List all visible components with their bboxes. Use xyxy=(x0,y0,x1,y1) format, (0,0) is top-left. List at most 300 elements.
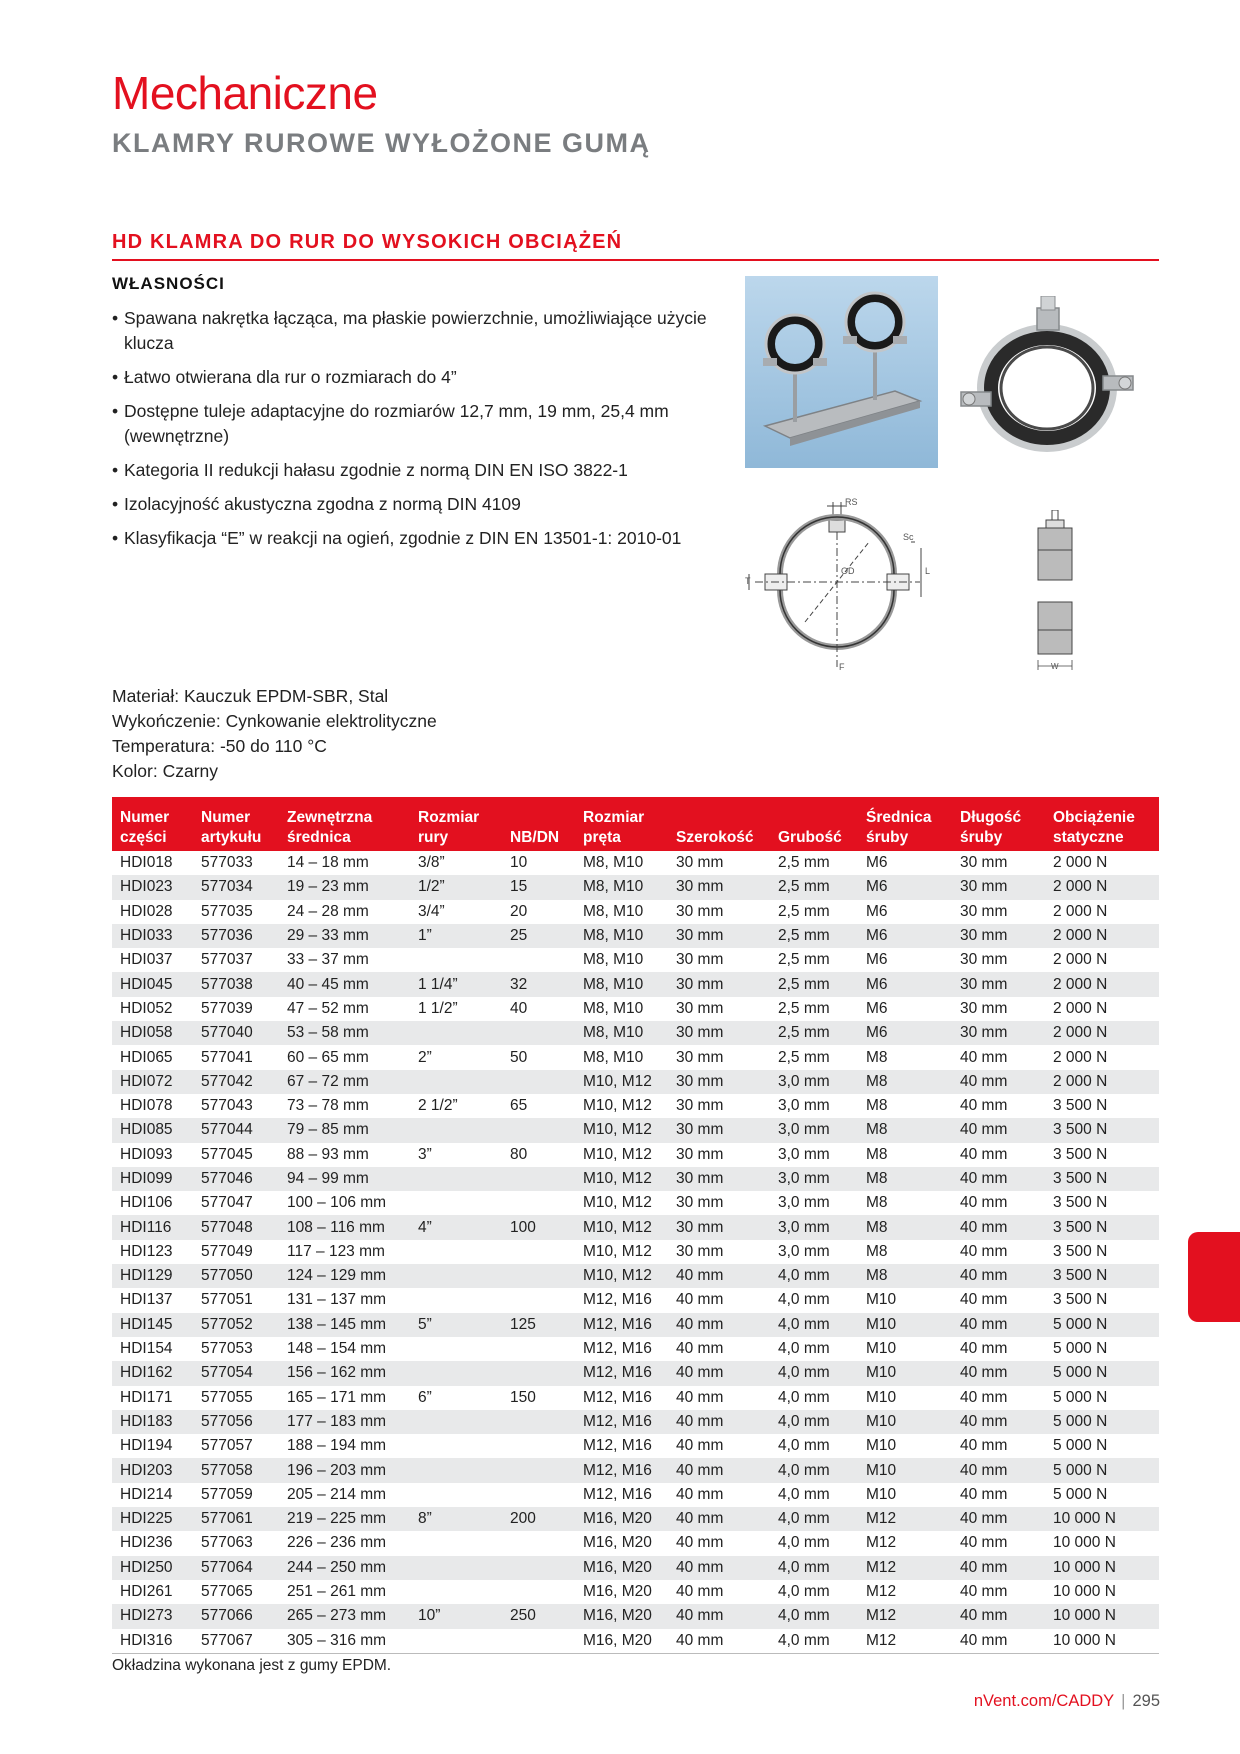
table-cell: 205 – 214 mm xyxy=(287,1485,387,1503)
table-cell: HDI037 xyxy=(120,951,173,969)
table-cell: 1 1/2” xyxy=(418,999,458,1017)
table-cell: 73 – 78 mm xyxy=(287,1097,369,1115)
table-cell: 40 mm xyxy=(668,1507,770,1531)
table-cell: 10 xyxy=(510,854,528,872)
table-cell: 577056 xyxy=(193,1410,279,1434)
table-cell: 40 xyxy=(510,999,528,1017)
column-header xyxy=(193,797,279,851)
table-cell: M6 xyxy=(858,1021,952,1045)
table-cell: M8 xyxy=(858,1118,952,1142)
table-cell: M10, M12 xyxy=(583,1097,652,1115)
table-cell xyxy=(502,1483,575,1507)
table-cell: 100 – 106 mm xyxy=(287,1194,387,1212)
table-body xyxy=(112,851,1159,1653)
table-cell: 3,0 mm xyxy=(770,1215,858,1239)
table-cell: 577034 xyxy=(193,875,279,899)
table-cell: 577042 xyxy=(193,1070,279,1094)
table-cell: 40 mm xyxy=(668,1604,770,1628)
table-cell: M16, M20 xyxy=(583,1583,652,1601)
table-cell xyxy=(502,1434,575,1458)
table-cell: 3/8” xyxy=(418,854,445,872)
table-cell xyxy=(502,1361,575,1385)
table-cell: M8, M10 xyxy=(583,1048,644,1066)
table-cell: 30 mm xyxy=(668,1167,770,1191)
column-header xyxy=(858,797,952,851)
table-cell: M12, M16 xyxy=(583,1340,652,1358)
table-cell: 60 – 65 mm xyxy=(287,1048,369,1066)
table-row xyxy=(112,1094,1159,1118)
table-cell: 251 – 261 mm xyxy=(287,1583,387,1601)
table-cell: 148 – 154 mm xyxy=(287,1340,387,1358)
table-row xyxy=(112,851,1159,875)
table-cell: 2,5 mm xyxy=(778,902,830,920)
table-cell: M6 xyxy=(866,854,888,872)
table-cell: M12, M16 xyxy=(575,1313,668,1337)
table-cell: 5 000 N xyxy=(1053,1388,1108,1406)
table-row xyxy=(112,1337,1159,1361)
table-cell: M12, M16 xyxy=(583,1388,652,1406)
table-cell: 30 mm xyxy=(668,972,770,996)
table-cell: 3 500 N xyxy=(1053,1242,1108,1260)
table-cell: M8 xyxy=(866,1048,888,1066)
table-cell: 100 xyxy=(502,1215,575,1239)
table-cell: 3,0 mm xyxy=(778,1097,830,1115)
table-cell: 40 mm xyxy=(952,1264,1045,1288)
drawing-label-sc: Sc xyxy=(903,532,914,542)
table-cell: 2” xyxy=(418,1048,432,1066)
finish-line: Wykończenie: Cynkowanie elektrolityczne xyxy=(112,711,437,731)
table-cell xyxy=(410,1483,502,1507)
table-cell: 5 000 N xyxy=(1053,1437,1108,1455)
table-cell: M6 xyxy=(866,999,888,1017)
table-cell: HDI145 xyxy=(112,1313,193,1337)
table-cell: 10 000 N xyxy=(1045,1629,1159,1654)
table-cell: 30 mm xyxy=(668,1118,770,1142)
table-cell: 4,0 mm xyxy=(778,1291,830,1309)
table-row xyxy=(112,1410,1159,1434)
table-cell: 244 – 250 mm xyxy=(279,1556,410,1580)
table-cell: 40 mm xyxy=(952,1410,1045,1434)
table-cell: 30 mm xyxy=(676,854,724,872)
table-cell: 30 mm xyxy=(668,1070,770,1094)
table-cell: HDI065 xyxy=(120,1048,173,1066)
table-cell: HDI078 xyxy=(120,1097,173,1115)
properties-heading: WŁASNOŚCI xyxy=(112,274,225,293)
table-cell: 1 1/4” xyxy=(410,972,502,996)
table-cell: M8, M10 xyxy=(575,924,668,948)
table-cell: 5 000 N xyxy=(1045,1361,1159,1385)
table-cell: 2 000 N xyxy=(1053,999,1108,1017)
table-cell: 80 xyxy=(510,1145,528,1163)
table-cell: 40 mm xyxy=(676,1388,724,1406)
table-cell: 2 000 N xyxy=(1053,854,1108,872)
table-cell: 32 xyxy=(502,972,575,996)
table-cell: 5 000 N xyxy=(1045,1410,1159,1434)
table-cell: 577039 xyxy=(201,999,253,1017)
table-cell: 4,0 mm xyxy=(778,1437,830,1455)
table-cell: 30 mm xyxy=(952,924,1045,948)
table-cell: 6” xyxy=(418,1388,432,1406)
column-header-line: Obciążenie xyxy=(1053,809,1135,826)
technical-drawing-side xyxy=(1030,510,1080,672)
table-cell: 24 – 28 mm xyxy=(287,902,369,920)
table-cell: HDI137 xyxy=(120,1291,173,1309)
table-cell xyxy=(502,1531,575,1555)
table-cell: 94 – 99 mm xyxy=(279,1167,410,1191)
table-row xyxy=(112,1021,1159,1045)
table-cell: HDI093 xyxy=(120,1145,173,1163)
table-cell: M12 xyxy=(858,1556,952,1580)
table-cell: 40 mm xyxy=(952,1313,1045,1337)
table-cell: 47 – 52 mm xyxy=(287,999,369,1017)
table-cell: M10 xyxy=(866,1340,897,1358)
table-cell: M16, M20 xyxy=(575,1629,668,1654)
table-cell: 577045 xyxy=(201,1145,253,1163)
table-cell: 125 xyxy=(502,1313,575,1337)
table-cell xyxy=(410,1021,502,1045)
table-cell: HDI154 xyxy=(120,1340,173,1358)
table-cell: 10” xyxy=(410,1604,502,1628)
table-cell: 40 mm xyxy=(960,1340,1008,1358)
table-cell: 30 mm xyxy=(668,1215,770,1239)
table-cell: M12, M16 xyxy=(583,1291,652,1309)
table-cell: 50 xyxy=(510,1048,528,1066)
table-cell: 5” xyxy=(410,1313,502,1337)
table-cell: 40 mm xyxy=(952,1604,1045,1628)
column-header-line: pręta xyxy=(583,829,621,846)
table-row xyxy=(112,1313,1159,1337)
table-cell: M8 xyxy=(858,1264,952,1288)
table-cell: 3 500 N xyxy=(1053,1145,1108,1163)
table-cell xyxy=(502,1118,575,1142)
table-cell: M12, M16 xyxy=(575,1410,668,1434)
table-cell: 577049 xyxy=(201,1242,253,1260)
table-cell: 3 500 N xyxy=(1045,1215,1159,1239)
column-header-line: Grubość xyxy=(778,829,842,846)
table-row xyxy=(112,1191,1159,1215)
table-cell xyxy=(410,1118,502,1142)
table-cell xyxy=(410,1434,502,1458)
column-header xyxy=(112,797,193,851)
table-cell: 577050 xyxy=(193,1264,279,1288)
table-cell: M8 xyxy=(866,1145,888,1163)
column-header xyxy=(502,797,575,851)
table-cell: 30 mm xyxy=(960,854,1008,872)
table-cell xyxy=(502,1167,575,1191)
table-cell: HDI129 xyxy=(112,1264,193,1288)
table-cell xyxy=(410,1070,502,1094)
page-footer xyxy=(974,1692,1160,1711)
table-cell: 577046 xyxy=(193,1167,279,1191)
table-cell: M10 xyxy=(866,1485,897,1503)
table-row xyxy=(112,1604,1159,1628)
table-cell: 219 – 225 mm xyxy=(279,1507,410,1531)
table-cell: M12 xyxy=(866,1583,897,1601)
table-row xyxy=(112,1215,1159,1239)
column-header-line: średnica xyxy=(287,829,351,846)
table-cell: 79 – 85 mm xyxy=(279,1118,410,1142)
table-cell: M12, M16 xyxy=(575,1361,668,1385)
technical-drawing-front xyxy=(745,492,955,682)
table-cell: 3 500 N xyxy=(1053,1291,1108,1309)
table-cell: 2,5 mm xyxy=(778,1048,830,1066)
table-cell: M10, M12 xyxy=(575,1215,668,1239)
table-cell: 577044 xyxy=(193,1118,279,1142)
table-cell: M12, M16 xyxy=(583,1485,652,1503)
table-cell: 2 1/2” xyxy=(418,1097,458,1115)
table-row xyxy=(112,1531,1159,1555)
table-cell: 124 – 129 mm xyxy=(279,1264,410,1288)
table-cell: 2,5 mm xyxy=(778,951,830,969)
table-row xyxy=(112,875,1159,899)
table-cell xyxy=(502,1410,575,1434)
table-cell: 2 000 N xyxy=(1045,875,1159,899)
table-cell xyxy=(410,1361,502,1385)
table-cell: HDI273 xyxy=(112,1604,193,1628)
table-cell: M12 xyxy=(858,1629,952,1654)
table-cell: 4,0 mm xyxy=(770,1264,858,1288)
table-cell: 8” xyxy=(410,1507,502,1531)
table-cell: 577041 xyxy=(201,1048,253,1066)
table-cell: 305 – 316 mm xyxy=(279,1629,410,1654)
table-cell xyxy=(502,1288,575,1312)
table-row xyxy=(112,1386,1159,1410)
table-cell: HDI033 xyxy=(112,924,193,948)
table-cell: 577035 xyxy=(201,902,253,920)
table-cell: 3” xyxy=(418,1145,432,1163)
table-cell: 226 – 236 mm xyxy=(287,1534,387,1552)
temperature-line: Temperatura: -50 do 110 °C xyxy=(112,736,327,756)
table-cell: 577064 xyxy=(193,1556,279,1580)
table-cell: 5 000 N xyxy=(1045,1313,1159,1337)
table-cell: 188 – 194 mm xyxy=(287,1437,387,1455)
column-header-line: rury xyxy=(418,829,449,846)
table-cell: 577040 xyxy=(193,1021,279,1045)
table-cell: 40 mm xyxy=(960,1048,1008,1066)
table-cell: 3,0 mm xyxy=(778,1145,830,1163)
table-row xyxy=(112,1167,1159,1191)
table-cell: M10, M12 xyxy=(575,1070,668,1094)
table-cell: 3,0 mm xyxy=(770,1167,858,1191)
table-cell: 4,0 mm xyxy=(770,1313,858,1337)
table-cell xyxy=(410,1580,502,1604)
table-cell: 40 mm xyxy=(676,1534,724,1552)
table-cell xyxy=(502,948,575,972)
table-cell: 30 mm xyxy=(676,1194,724,1212)
table-cell: 40 mm xyxy=(676,1340,724,1358)
table-cell: M10 xyxy=(858,1361,952,1385)
table-row xyxy=(112,1580,1159,1604)
table-cell: 3,0 mm xyxy=(778,1194,830,1212)
column-header-line: śruby xyxy=(866,829,909,846)
table-cell: 577038 xyxy=(193,972,279,996)
table-cell: 10 000 N xyxy=(1053,1534,1116,1552)
table-cell: HDI018 xyxy=(120,854,173,872)
table-cell: 30 mm xyxy=(952,875,1045,899)
property-item: • Łatwo otwierana dla rur o rozmiarach do 4” xyxy=(112,365,732,390)
table-cell: 40 mm xyxy=(960,1194,1008,1212)
table-cell: 30 mm xyxy=(676,999,724,1017)
properties-list xyxy=(112,306,732,560)
table-cell: M6 xyxy=(866,951,888,969)
column-header-line: artykułu xyxy=(201,829,262,846)
table-cell: 577037 xyxy=(201,951,253,969)
drawing-label-rs: RS xyxy=(845,497,858,507)
table-cell: 117 – 123 mm xyxy=(287,1242,385,1260)
product-photo-mounted xyxy=(745,276,938,468)
table-row xyxy=(112,1629,1159,1654)
table-cell: M6 xyxy=(866,902,888,920)
table-cell: 2,5 mm xyxy=(778,999,830,1017)
table-cell: 1” xyxy=(410,924,502,948)
table-row xyxy=(112,1434,1159,1458)
table-cell: M10, M12 xyxy=(575,1118,668,1142)
table-cell: 40 mm xyxy=(960,1145,1008,1163)
table-cell: 40 mm xyxy=(960,1097,1008,1115)
table-cell: 40 mm xyxy=(676,1583,724,1601)
table-cell: 10 000 N xyxy=(1045,1604,1159,1628)
table-row xyxy=(112,900,1159,924)
table-cell: M6 xyxy=(858,924,952,948)
table-cell: HDI236 xyxy=(120,1534,173,1552)
column-header-line: Średnica xyxy=(866,809,932,826)
table-cell: 40 mm xyxy=(952,1507,1045,1531)
property-item: • Izolacyjność akustyczna zgodna z normą DIN 4109 xyxy=(112,492,732,517)
column-header xyxy=(770,797,858,851)
table-cell: 577051 xyxy=(201,1291,253,1309)
drawing-label-w: W xyxy=(1051,662,1059,671)
table-cell: 5 000 N xyxy=(1045,1458,1159,1482)
table-cell: 177 – 183 mm xyxy=(279,1410,410,1434)
table-cell: 40 mm xyxy=(952,1070,1045,1094)
table-cell: 10 000 N xyxy=(1045,1556,1159,1580)
table-cell: 3,0 mm xyxy=(778,1242,830,1260)
table-cell: 20 xyxy=(510,902,528,920)
table-cell: M16, M20 xyxy=(575,1604,668,1628)
table-cell: 53 – 58 mm xyxy=(279,1021,410,1045)
table-cell: M10 xyxy=(858,1410,952,1434)
table-cell: 40 mm xyxy=(960,1485,1008,1503)
table-cell: 577067 xyxy=(193,1629,279,1654)
table-cell: 577036 xyxy=(193,924,279,948)
table-cell: 156 – 162 mm xyxy=(279,1361,410,1385)
table-cell: 25 xyxy=(502,924,575,948)
table-cell: 2,5 mm xyxy=(770,875,858,899)
table-cell: 30 mm xyxy=(668,1021,770,1045)
column-header-line: Numer xyxy=(201,809,251,826)
table-cell: 577053 xyxy=(201,1340,253,1358)
table-cell: 30 mm xyxy=(676,951,724,969)
table-cell: M10, M12 xyxy=(583,1194,652,1212)
table-cell: 3/4” xyxy=(418,902,445,920)
table-cell: M8, M10 xyxy=(583,999,644,1017)
table-cell: M8 xyxy=(866,1242,888,1260)
table-cell: 577043 xyxy=(201,1097,253,1115)
column-header xyxy=(410,797,502,851)
table-cell: 3 500 N xyxy=(1053,1194,1108,1212)
table-cell: M10 xyxy=(866,1388,897,1406)
table-cell: 30 mm xyxy=(676,902,724,920)
table-row xyxy=(112,1288,1159,1312)
table-cell: 30 mm xyxy=(952,1021,1045,1045)
footer-url[interactable]: nVent.com/CADDY xyxy=(973,1692,1115,1710)
table-cell: 40 mm xyxy=(676,1437,724,1455)
table-cell: M16, M20 xyxy=(583,1534,652,1552)
table-cell: 250 xyxy=(502,1604,575,1628)
column-header-line: Rozmiar xyxy=(418,809,480,826)
table-cell: HDI023 xyxy=(112,875,193,899)
table-cell: 10 000 N xyxy=(1053,1583,1116,1601)
property-item: • Spawana nakrętka łącząca, ma płaskie powierzchnie, umożliwiające użycie klucza xyxy=(112,306,732,356)
table-row xyxy=(112,1483,1159,1507)
table-row xyxy=(112,1361,1159,1385)
table-cell: 40 mm xyxy=(952,1556,1045,1580)
table-cell xyxy=(410,1240,502,1264)
column-header-line: Szerokość xyxy=(676,829,754,846)
table-cell: 2 000 N xyxy=(1045,1070,1159,1094)
table-cell: 2,5 mm xyxy=(770,972,858,996)
table-cell: 40 mm xyxy=(952,1361,1045,1385)
table-row xyxy=(112,1240,1159,1264)
material-info xyxy=(112,684,437,784)
table-cell: M10, M12 xyxy=(583,1242,652,1260)
table-cell: M10 xyxy=(858,1313,952,1337)
table-cell: 4,0 mm xyxy=(778,1534,830,1552)
table-cell: 577059 xyxy=(201,1485,253,1503)
table-cell: M8 xyxy=(866,1194,888,1212)
table-cell: 4,0 mm xyxy=(770,1458,858,1482)
column-header xyxy=(279,797,410,851)
table-cell xyxy=(410,1410,502,1434)
table-cell xyxy=(502,1629,575,1654)
table-cell: 30 mm xyxy=(952,972,1045,996)
column-header-line: części xyxy=(120,829,167,846)
table-cell: 4,0 mm xyxy=(778,1485,830,1503)
table-cell: 10 000 N xyxy=(1045,1507,1159,1531)
column-header xyxy=(668,797,770,851)
table-cell: 196 – 203 mm xyxy=(279,1458,410,1482)
table-cell: 577066 xyxy=(193,1604,279,1628)
table-cell: HDI194 xyxy=(120,1437,173,1455)
table-cell: 65 xyxy=(510,1097,528,1115)
table-cell xyxy=(502,1458,575,1482)
table-cell: 40 mm xyxy=(960,1242,1008,1260)
table-cell: HDI316 xyxy=(112,1629,193,1654)
product-photo-clamp xyxy=(955,296,1140,456)
table-cell: M8 xyxy=(858,1215,952,1239)
table-cell: M8, M10 xyxy=(575,1021,668,1045)
table-cell: 30 mm xyxy=(676,1242,724,1260)
table-cell xyxy=(502,1580,575,1604)
table-cell: 2,5 mm xyxy=(770,924,858,948)
table-cell: 15 xyxy=(502,875,575,899)
table-cell: 30 mm xyxy=(676,1097,724,1115)
table-cell: 577058 xyxy=(193,1458,279,1482)
table-cell: 577063 xyxy=(201,1534,253,1552)
table-cell: M12 xyxy=(858,1507,952,1531)
table-cell xyxy=(410,1288,502,1312)
table-cell: 40 mm xyxy=(668,1361,770,1385)
spec-table xyxy=(112,797,1159,1654)
table-cell: HDI214 xyxy=(120,1485,173,1503)
table-cell: M12 xyxy=(866,1534,897,1552)
table-cell: 2 000 N xyxy=(1045,924,1159,948)
table-cell: 30 mm xyxy=(960,951,1008,969)
table-cell: M8 xyxy=(858,1070,952,1094)
table-cell: 29 – 33 mm xyxy=(279,924,410,948)
table-cell: HDI123 xyxy=(120,1242,173,1260)
table-cell xyxy=(502,1021,575,1045)
